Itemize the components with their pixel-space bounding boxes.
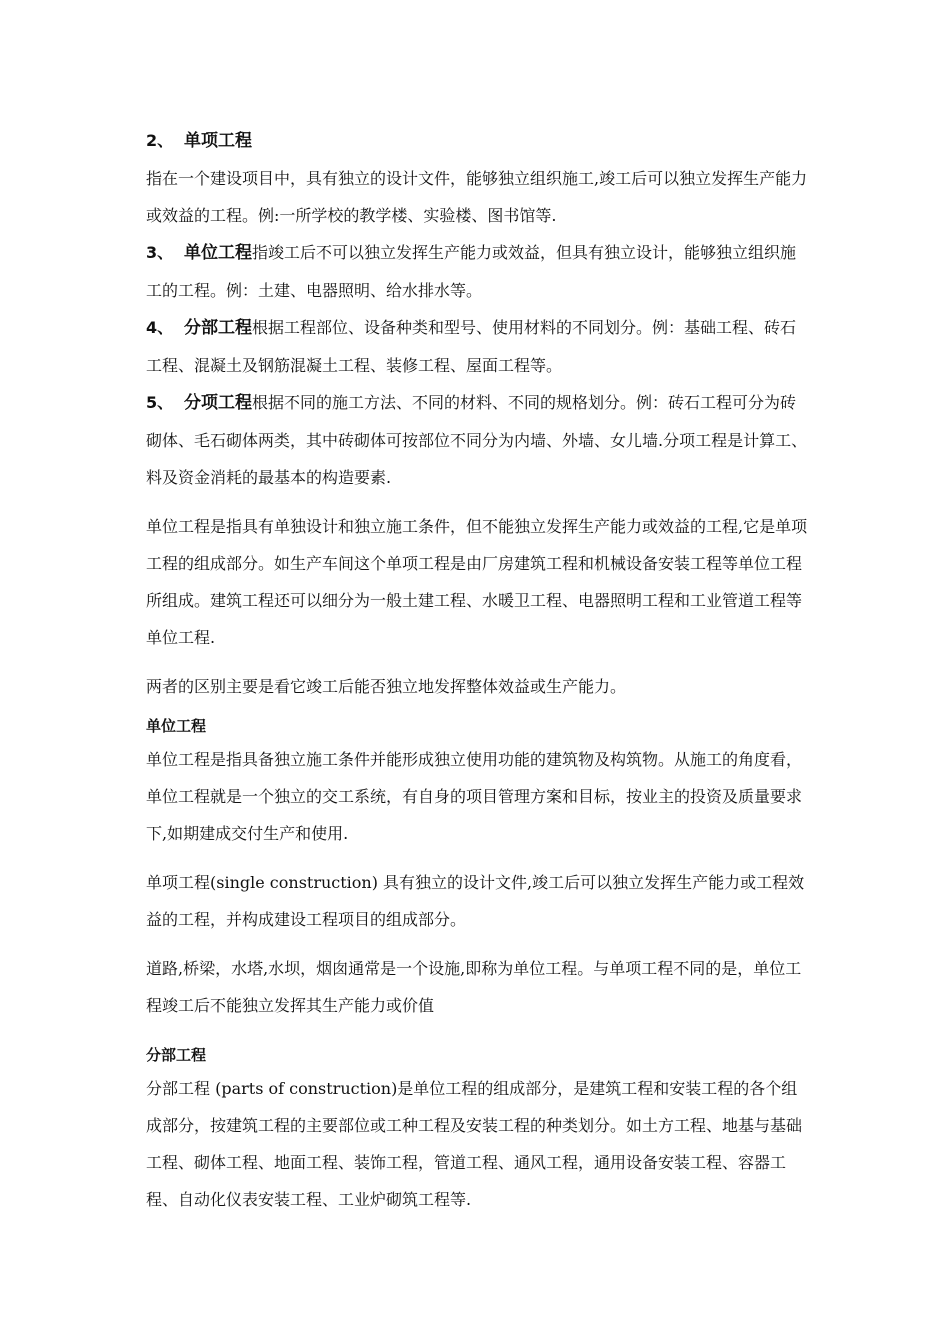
section-text: 根据不同的施工方法、不同的材料、不同的规格划分。例：砖石工程可分为砖砌体、毛石砌体两类，其中砖砌体可按部位不同分为内墙、外墙、女儿墙.分项工程是计算工、料及资金消耗的最基本的构造要素. <box>146 393 808 487</box>
section-title: 单项工程 <box>184 131 252 151</box>
section-number: 2、 <box>146 131 174 150</box>
section-number: 3、 <box>146 243 174 262</box>
section-number: 4、 <box>146 318 174 337</box>
section-title: 分项工程 <box>184 393 252 413</box>
paragraph: 道路,桥梁，水塔,水坝，烟囱通常是一个设施,即称为单位工程。与单项工程不同的是，单位工程竣工后不能独立发挥其生产能力或价值 <box>146 959 802 1015</box>
paragraph: 单位工程是指具备独立施工条件并能形成独立使用功能的建筑物及构筑物。从施工的角度看，单位工程就是一个独立的交工系统，有自身的项目管理方案和目标，按业主的投资及质量要求下,如期建成交付生产和使用. <box>146 750 803 843</box>
paragraph: 分部工程 (parts of construction)是单位工程的组成部分，是建筑工程和安装工程的各个组成部分，按建筑工程的主要部位或工种工程及安装工程的种类划分。如土方工程、地基与基础工程、砌体工程、地面工程、装饰工程，管道工程、通风工程，通用设备安装工程、容器工程、自动化仪表安装工程、工业炉砌筑工程等. <box>146 1079 803 1209</box>
section-item <box>146 309 810 384</box>
section-text: 根据工程部位、设备种类和型号、使用材料的不同划分。例：基础工程、砖石工程、混凝土及钢筋混凝土工程、装修工程、屋面工程等。 <box>146 318 797 375</box>
subheading: 分部工程 <box>146 1046 207 1064</box>
paragraph: 单项工程(single construction) 具有独立的设计文件,竣工后可以独立发挥生产能力或工程效益的工程，并构成建设工程项目的组成部分。 <box>146 873 805 929</box>
section-item <box>146 384 810 496</box>
paragraph: 单位工程是指具有单独设计和独立施工条件，但不能独立发挥生产能力或效益的工程,它是单项工程的组成部分。如生产车间这个单项工程是由厂房建筑工程和机械设备安装工程等单位工程所组成。建筑工程还可以细分为一般土建工程、水暖卫工程、电器照明工程和工业管道工程等单位工程. <box>146 517 808 647</box>
document-page <box>146 122 810 1218</box>
section-title: 分部工程 <box>184 318 252 338</box>
section-title: 单位工程 <box>184 243 252 263</box>
section-item <box>146 234 810 309</box>
paragraph: 两者的区别主要是看它竣工后能否独立地发挥整体效益或生产能力。 <box>146 677 627 696</box>
section-number: 5、 <box>146 393 174 412</box>
section-heading <box>146 122 810 160</box>
section-text: 指竣工后不可以独立发挥生产能力或效益，但具有独立设计，能够独立组织施工的工程。例：土建、电器照明、给水排水等。 <box>146 243 797 300</box>
subheading: 单位工程 <box>146 717 207 735</box>
section-body: 指在一个建设项目中，具有独立的设计文件，能够独立组织施工,竣工后可以独立发挥生产能力或效益的工程。例:一所学校的教学楼、实验楼、图书馆等. <box>146 169 808 225</box>
